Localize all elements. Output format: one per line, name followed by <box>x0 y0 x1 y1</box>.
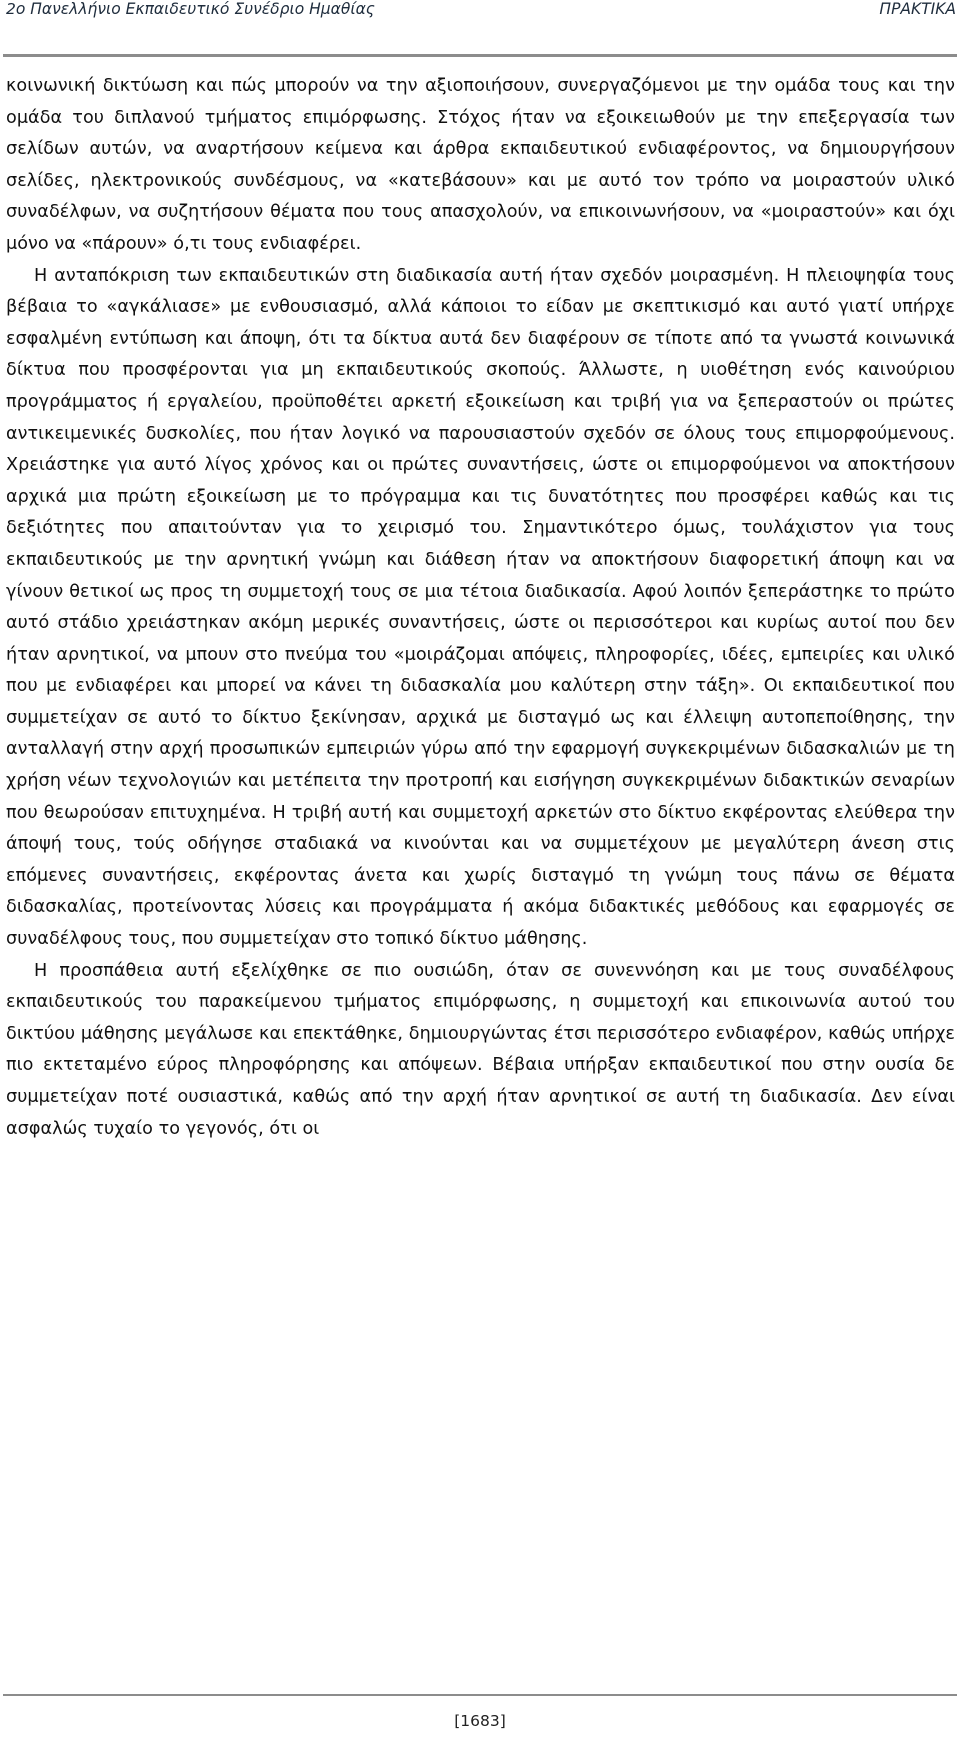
page-number: [1683] <box>454 1712 506 1730</box>
paragraph-continued: κοινωνική δικτύωση και πώς μπορούν να την αξιοποιήσουν, συνεργαζόμενοι με την ομάδα τους και την ομάδα του διπλανού τμήματος επιμόρφωσης. Στόχος ήταν να εξοικειωθούν με την επεξεργασία των σελίδων αυτών, να αναρτήσουν κείμενα και άρθρα εκπαιδευτικού ενδιαφέροντος, να δημιουργήσουν σελίδες, ηλεκτρονικούς συνδέσμους, να «κατεβάσουν» και με αυτό τον τρόπο να μοιραστούν υλικό συναδέλφων, να συζητήσουν θέματα που τους απασχολούν, να επικοινωνήσουν, να «μοιραστούν» και όχι μόνο να «πάρουν» ό,τι τους ενδιαφέρει. <box>6 76 955 254</box>
paragraph-effort: Η προσπάθεια αυτή εξελίχθηκε σε πιο ουσιώδη, όταν σε συνεννόηση και με τους συναδέλφους εκπαιδευτικούς του παρακείμενου τμήματος επιμόρφωσης, η συμμετοχή και επικοινωνία αυτού του δικτύου μάθησης μεγάλωσε και επεκτάθηκε, δημιουργώντας έτσι περισσότερο ενδιαφέρον, καθώς υπήρχε πιο εκτεταμένο εύρος πληροφόρησης και απόψεων. Βέβαια υπήρξαν εκπαιδευτικοί που στην ουσία δε συμμετείχαν ποτέ ουσιαστικά, καθώς από την αρχή ήταν αρνητικοί σε αυτή τη διαδικασία. Δεν είναι ασφαλώς τυχαίο το γεγονός, ότι οι <box>6 960 955 1139</box>
body-text <box>6 71 955 1145</box>
header-divider <box>3 54 957 57</box>
proceedings-label: ΠΡΑΚΤΙΚΑ <box>879 0 956 18</box>
paragraph-response: Η ανταπόκριση των εκπαιδευτικών στη διαδικασία αυτή ήταν σχεδόν μοιρασμένη. Η πλειοψηφία τους βέβαια το «αγκάλιασε» με ενθουσιασμό, αλλά κάποιοι το είδαν με σκεπτικισμό και αυτό γιατί υπήρχε εσφαλμένη εντύπωση και άποψη, ότι τα δίκτυα αυτά δεν διαφέρουν σε τίποτε από τα γνωστά κοινωνικά δίκτυα που προσφέρονται για μη εκπαιδευτικούς σκοπούς. Άλλωστε, η υιοθέτηση ενός καινούριου προγράμματος ή εργαλείου, προϋποθέτει αρκετή εξοικείωση και τριβή για να ξεπεραστούν οι πρώτες αντικειμενικές δυσκολίες, που ήταν λογικό να παρουσιαστούν σχεδόν σε όλους τους επιμορφούμενους. Χρειάστηκε για αυτό λίγος χρόνος και οι πρώτες συναντήσεις, ώστε οι επιμορφούμενοι να αποκτήσουν αρχικά μια πρώτη εξοικείωση με το πρόγραμμα και τις δυνατότητες που προσφέρει καθώς και τις δεξιότητες που απαιτούνταν για το χειρισμό του. Σημαντικότερο όμως, τουλάχιστον για τους εκπαιδευτικούς με την αρνητική γνώμη και διάθεση ήταν να αποκτήσουν διαφορετική άποψη και να γίνουν θετικοί ως προς τη συμμετοχή τους σε μια τέτοια διαδικασία. Αφού λοιπόν ξεπεράστηκε το πρώτο αυτό στάδιο χρειάστηκαν ακόμη μερικές συναντήσεις, ώστε οι περισσότεροι και κυρίως αυτοί που δεν ήταν αρνητικοί, να μπουν στο πνεύμα του «μοιράζομαι απόψεις, πληροφορίες, ιδέες, εμπειρίες και υλικό που με ενδιαφέρει και μπορεί να κάνει τη διδασκαλία μου καλύτερη στην τάξη». Οι εκπαιδευτικοί που συμμετείχαν σε αυτό το δίκτυο ξεκίνησαν, αρχικά με δισταγμό ως και έλλειψη αυτοπεποίθησης, την ανταλλαγή στην αρχή προσωπικών εμπειριών γύρω από την εφαρμογή συγκεκριμένων διδασκαλιών με τη χρήση νέων τεχνολογιών και μετέπειτα την προτροπή και εισήγηση συγκεκριμένων διδακτικών σεναρίων που θεωρούσαν επιτυχημένα. Η τριβή αυτή και συμμετοχή αρκετών στο δίκτυο εκφέροντας ελεύθερα την άποψή τους, τούς οδήγησε σταδιακά να κινούνται και να συμμετέχουν με μεγαλύτερη άνεση στις επόμενες συναντήσεις, εκφέροντας άνετα και χωρίς δισταγμό τη γνώμη τους πάνω σε θέματα διδασκαλίας, προτείνοντας λύσεις και προγράμματα ή ακόμα διδακτικές μεθόδους και εφαρμογές σε συναδέλφους τους, που συμμετείχαν στο τοπικό δίκτυο μάθησης. <box>6 265 955 950</box>
running-header <box>6 0 956 28</box>
footer-divider <box>3 1694 957 1696</box>
conference-title: 2ο Πανελλήνιο Εκπαιδευτικό Συνέδριο Ημαθίας <box>6 0 375 18</box>
